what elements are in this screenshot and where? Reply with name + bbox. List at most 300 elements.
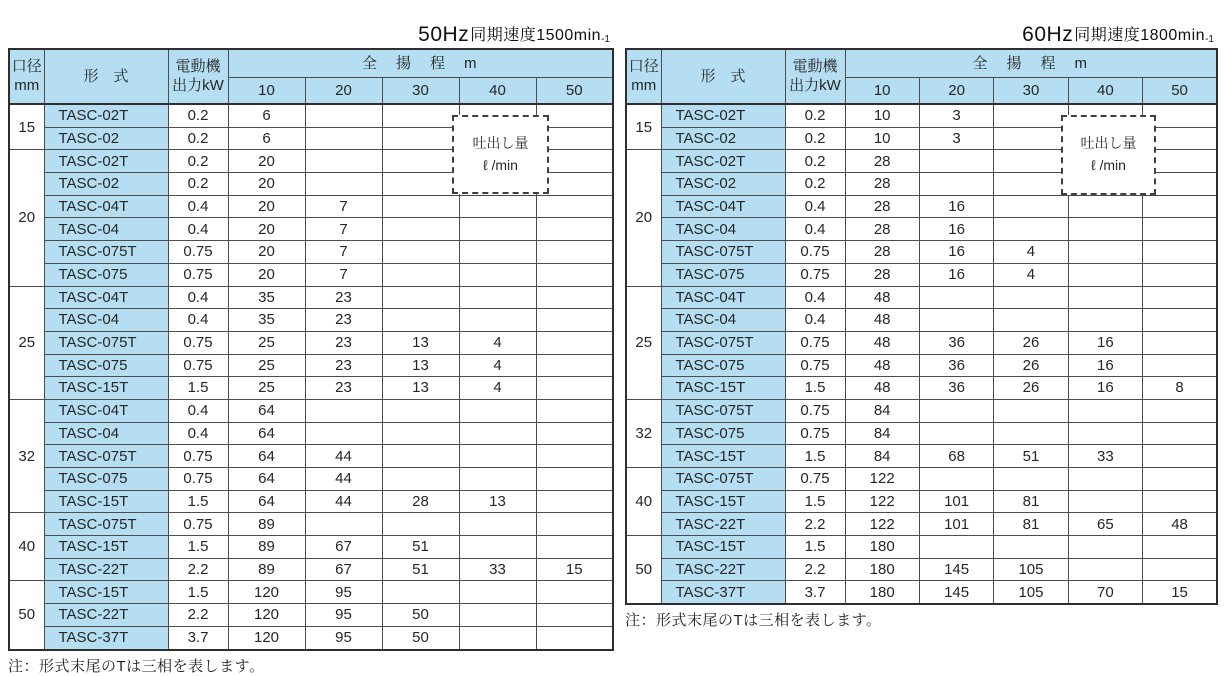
head-value-cell xyxy=(459,604,536,627)
head-value-cell xyxy=(1068,263,1142,286)
head-value-cell: 51 xyxy=(994,445,1068,468)
model-cell: TASC-04T xyxy=(44,195,168,218)
sync-speed-label: 同期速度1500min xyxy=(470,27,602,44)
model-cell: TASC-15T xyxy=(661,490,785,513)
power-cell: 0.75 xyxy=(168,241,228,264)
footnote: 注：形式末尾のTは三相を表します。 xyxy=(625,612,882,630)
head-value-cell xyxy=(382,173,459,196)
head-value-cell xyxy=(382,127,459,150)
table-row xyxy=(626,468,1217,491)
head-value-cell: 20 xyxy=(228,218,305,241)
diameter-cell: 32 xyxy=(9,399,44,512)
head-value-cell: 145 xyxy=(919,558,993,581)
head-value-cell xyxy=(459,445,536,468)
head-value-cell: 16 xyxy=(1068,377,1142,400)
head-tick-40: 40 xyxy=(1068,78,1142,105)
head-tick-20: 20 xyxy=(305,78,382,105)
model-cell: TASC-22T xyxy=(661,513,785,536)
head-value-cell: 23 xyxy=(305,309,382,332)
column-header-power: 電動機 出力kW xyxy=(785,49,845,104)
head-value-cell: 4 xyxy=(994,241,1068,264)
head-value-cell xyxy=(994,104,1068,127)
head-value-cell: 44 xyxy=(305,445,382,468)
head-tick-30: 30 xyxy=(994,78,1068,105)
power-cell: 0.2 xyxy=(785,173,845,196)
table-row xyxy=(9,241,613,264)
head-value-cell: 20 xyxy=(228,150,305,173)
model-cell: TASC-02 xyxy=(44,127,168,150)
head-value-cell xyxy=(536,377,613,400)
table-row xyxy=(9,604,613,627)
head-value-cell xyxy=(382,445,459,468)
head-value-cell xyxy=(382,241,459,264)
power-cell: 0.4 xyxy=(785,286,845,309)
head-value-cell xyxy=(536,536,613,559)
model-cell: TASC-04 xyxy=(661,218,785,241)
table-row xyxy=(626,286,1217,309)
model-cell: TASC-02T xyxy=(44,150,168,173)
diameter-cell: 15 xyxy=(626,104,661,150)
power-cell: 2.2 xyxy=(785,558,845,581)
power-cell: 2.2 xyxy=(168,604,228,627)
head-tick-20: 20 xyxy=(919,78,993,105)
head-value-cell: 50 xyxy=(382,626,459,649)
discharge-rate-annotation xyxy=(1061,115,1156,195)
head-value-cell xyxy=(1143,536,1217,559)
head-value-cell xyxy=(382,513,459,536)
head-value-cell: 44 xyxy=(305,468,382,491)
head-tick-50: 50 xyxy=(536,78,613,105)
table-row xyxy=(9,354,613,377)
column-header-total-head: 全 揚 程 m xyxy=(845,49,1217,78)
power-cell: 3.7 xyxy=(168,626,228,649)
model-cell: TASC-075 xyxy=(661,422,785,445)
head-value-cell xyxy=(1068,286,1142,309)
head-value-cell xyxy=(1068,399,1142,422)
head-value-cell: 4 xyxy=(459,377,536,400)
model-cell: TASC-02 xyxy=(661,127,785,150)
power-cell: 0.2 xyxy=(168,127,228,150)
head-value-cell xyxy=(536,604,613,627)
table-row xyxy=(9,263,613,286)
model-cell: TASC-075 xyxy=(44,263,168,286)
power-cell: 3.7 xyxy=(785,581,845,604)
model-cell: TASC-02T xyxy=(661,104,785,127)
head-value-cell: 16 xyxy=(919,218,993,241)
head-value-cell: 36 xyxy=(919,377,993,400)
head-value-cell: 10 xyxy=(845,127,919,150)
head-tick-10: 10 xyxy=(845,78,919,105)
head-value-cell: 28 xyxy=(382,490,459,513)
power-cell: 0.2 xyxy=(168,104,228,127)
head-value-cell xyxy=(536,218,613,241)
head-value-cell: 101 xyxy=(919,513,993,536)
diameter-cell: 32 xyxy=(626,399,661,467)
model-cell: TASC-22T xyxy=(661,558,785,581)
head-value-cell: 16 xyxy=(919,263,993,286)
model-cell: TASC-22T xyxy=(44,558,168,581)
power-cell: 0.75 xyxy=(168,513,228,536)
power-cell: 0.4 xyxy=(168,422,228,445)
model-cell: TASC-075 xyxy=(661,263,785,286)
head-value-cell: 122 xyxy=(845,513,919,536)
table-row xyxy=(9,422,613,445)
power-cell: 0.2 xyxy=(785,127,845,150)
table-title-50hz xyxy=(8,0,614,48)
power-cell: 1.5 xyxy=(785,377,845,400)
power-cell: 1.5 xyxy=(168,581,228,604)
model-cell: TASC-075T xyxy=(44,513,168,536)
head-value-cell xyxy=(382,422,459,445)
diameter-cell: 40 xyxy=(9,513,44,581)
diameter-cell: 20 xyxy=(626,150,661,286)
head-value-cell: 180 xyxy=(845,581,919,604)
head-value-cell: 6 xyxy=(228,104,305,127)
head-value-cell xyxy=(994,536,1068,559)
sync-speed-label: 同期速度1800min xyxy=(1074,27,1206,44)
table-row xyxy=(626,581,1217,604)
table-row xyxy=(626,558,1217,581)
model-cell: TASC-02T xyxy=(44,104,168,127)
head-value-cell xyxy=(919,399,993,422)
head-value-cell: 13 xyxy=(382,354,459,377)
head-value-cell: 48 xyxy=(845,331,919,354)
head-value-cell: 3 xyxy=(919,127,993,150)
head-value-cell xyxy=(382,399,459,422)
head-value-cell xyxy=(536,513,613,536)
table-row xyxy=(9,445,613,468)
head-value-cell: 48 xyxy=(845,354,919,377)
head-value-cell xyxy=(459,422,536,445)
model-cell: TASC-02 xyxy=(661,173,785,196)
head-value-cell: 95 xyxy=(305,581,382,604)
head-value-cell: 33 xyxy=(459,558,536,581)
head-value-cell xyxy=(919,422,993,445)
pump-table-panel-50hz xyxy=(8,0,614,676)
head-value-cell: 4 xyxy=(459,354,536,377)
head-value-cell: 64 xyxy=(228,468,305,491)
head-value-cell xyxy=(919,309,993,332)
head-value-cell xyxy=(994,127,1068,150)
table-row xyxy=(626,513,1217,536)
head-value-cell: 180 xyxy=(845,558,919,581)
power-cell: 0.75 xyxy=(168,445,228,468)
model-cell: TASC-04 xyxy=(44,422,168,445)
head-value-cell: 13 xyxy=(459,490,536,513)
head-value-cell xyxy=(536,581,613,604)
head-value-cell xyxy=(536,241,613,264)
power-cell: 0.4 xyxy=(785,309,845,332)
head-value-cell: 36 xyxy=(919,331,993,354)
head-value-cell: 28 xyxy=(845,218,919,241)
power-cell: 1.5 xyxy=(168,377,228,400)
power-cell: 2.2 xyxy=(785,513,845,536)
head-value-cell: 16 xyxy=(919,241,993,264)
head-value-cell xyxy=(305,173,382,196)
diameter-cell: 25 xyxy=(9,286,44,399)
head-value-cell xyxy=(536,286,613,309)
annotation-line1: 吐出し量 xyxy=(1080,135,1137,152)
head-value-cell: 95 xyxy=(305,604,382,627)
model-cell: TASC-075T xyxy=(661,241,785,264)
head-value-cell xyxy=(1068,241,1142,264)
frequency-label: 50Hz xyxy=(418,23,470,46)
model-cell: TASC-37T xyxy=(44,626,168,649)
head-value-cell: 28 xyxy=(845,241,919,264)
model-cell: TASC-075T xyxy=(661,331,785,354)
power-cell: 0.75 xyxy=(168,354,228,377)
head-value-cell xyxy=(1143,558,1217,581)
head-value-cell: 20 xyxy=(228,195,305,218)
power-cell: 0.2 xyxy=(168,150,228,173)
power-cell: 1.5 xyxy=(168,536,228,559)
column-header-model: 形 式 xyxy=(44,49,168,104)
model-cell: TASC-075 xyxy=(661,354,785,377)
table-row xyxy=(626,195,1217,218)
head-value-cell: 64 xyxy=(228,399,305,422)
power-cell: 2.2 xyxy=(168,558,228,581)
model-cell: TASC-15T xyxy=(44,536,168,559)
model-cell: TASC-22T xyxy=(44,604,168,627)
power-cell: 0.75 xyxy=(785,263,845,286)
head-value-cell xyxy=(1143,241,1217,264)
head-value-cell xyxy=(994,150,1068,173)
diameter-cell: 15 xyxy=(9,104,44,150)
power-cell: 0.75 xyxy=(168,263,228,286)
head-value-cell: 35 xyxy=(228,286,305,309)
power-cell: 1.5 xyxy=(785,490,845,513)
table-row xyxy=(9,490,613,513)
table-row xyxy=(9,626,613,649)
head-value-cell xyxy=(536,445,613,468)
table-row xyxy=(626,422,1217,445)
head-value-cell: 89 xyxy=(228,558,305,581)
diameter-cell: 50 xyxy=(9,581,44,650)
model-cell: TASC-075 xyxy=(44,354,168,377)
head-value-cell xyxy=(1143,468,1217,491)
head-value-cell: 68 xyxy=(919,445,993,468)
head-value-cell xyxy=(1143,309,1217,332)
head-value-cell xyxy=(1068,490,1142,513)
head-value-cell: 23 xyxy=(305,286,382,309)
table-row xyxy=(9,286,613,309)
head-value-cell xyxy=(919,468,993,491)
table-row xyxy=(626,490,1217,513)
model-cell: TASC-15T xyxy=(661,445,785,468)
head-value-cell xyxy=(994,468,1068,491)
table-row xyxy=(626,354,1217,377)
head-value-cell: 51 xyxy=(382,536,459,559)
head-value-cell: 180 xyxy=(845,536,919,559)
power-cell: 0.4 xyxy=(785,218,845,241)
table-row xyxy=(9,399,613,422)
head-value-cell xyxy=(459,513,536,536)
head-value-cell xyxy=(536,354,613,377)
head-value-cell xyxy=(919,173,993,196)
head-value-cell xyxy=(536,422,613,445)
head-value-cell: 4 xyxy=(459,331,536,354)
head-value-cell: 3 xyxy=(919,104,993,127)
head-value-cell: 105 xyxy=(994,558,1068,581)
model-cell: TASC-04 xyxy=(44,309,168,332)
head-value-cell xyxy=(382,286,459,309)
head-value-cell: 16 xyxy=(919,195,993,218)
head-value-cell xyxy=(536,626,613,649)
table-row xyxy=(9,513,613,536)
table-row xyxy=(9,558,613,581)
head-value-cell: 15 xyxy=(1143,581,1217,604)
head-value-cell xyxy=(1068,195,1142,218)
head-value-cell: 7 xyxy=(305,263,382,286)
head-value-cell xyxy=(919,536,993,559)
model-cell: TASC-04T xyxy=(44,286,168,309)
head-value-cell xyxy=(994,286,1068,309)
head-value-cell xyxy=(1143,218,1217,241)
model-cell: TASC-15T xyxy=(44,377,168,400)
model-cell: TASC-04T xyxy=(661,195,785,218)
head-value-cell: 122 xyxy=(845,490,919,513)
head-value-cell: 101 xyxy=(919,490,993,513)
power-cell: 0.4 xyxy=(168,286,228,309)
power-cell: 0.2 xyxy=(785,150,845,173)
model-cell: TASC-37T xyxy=(661,581,785,604)
frequency-label: 60Hz xyxy=(1022,23,1074,46)
head-value-cell xyxy=(305,422,382,445)
head-value-cell xyxy=(994,173,1068,196)
head-value-cell: 122 xyxy=(845,468,919,491)
head-value-cell xyxy=(994,422,1068,445)
head-value-cell xyxy=(1143,490,1217,513)
head-value-cell: 28 xyxy=(845,150,919,173)
head-value-cell: 16 xyxy=(1068,331,1142,354)
diameter-cell: 40 xyxy=(626,468,661,536)
table-row xyxy=(9,195,613,218)
superscript-exponent: -1 xyxy=(601,34,610,45)
power-cell: 1.5 xyxy=(785,445,845,468)
table-row xyxy=(626,331,1217,354)
annotation-line2: ℓ /min xyxy=(483,156,518,173)
head-value-cell: 120 xyxy=(228,581,305,604)
head-value-cell: 20 xyxy=(228,263,305,286)
head-value-cell xyxy=(459,468,536,491)
head-value-cell xyxy=(536,399,613,422)
head-value-cell xyxy=(1143,354,1217,377)
model-cell: TASC-15T xyxy=(661,536,785,559)
table-row xyxy=(9,581,613,604)
head-value-cell: 26 xyxy=(994,354,1068,377)
head-value-cell: 84 xyxy=(845,422,919,445)
head-value-cell xyxy=(536,468,613,491)
model-cell: TASC-02 xyxy=(44,173,168,196)
head-value-cell: 50 xyxy=(382,604,459,627)
head-value-cell xyxy=(382,309,459,332)
head-value-cell: 26 xyxy=(994,377,1068,400)
head-value-cell: 6 xyxy=(228,127,305,150)
column-header-total-head: 全 揚 程 m xyxy=(228,49,613,78)
head-value-cell: 7 xyxy=(305,241,382,264)
table-row xyxy=(9,331,613,354)
table-row xyxy=(9,218,613,241)
head-value-cell: 89 xyxy=(228,536,305,559)
head-value-cell: 36 xyxy=(919,354,993,377)
model-cell: TASC-075T xyxy=(661,468,785,491)
diameter-cell: 50 xyxy=(626,536,661,605)
power-cell: 0.75 xyxy=(785,354,845,377)
head-value-cell: 33 xyxy=(1068,445,1142,468)
head-value-cell xyxy=(459,195,536,218)
head-value-cell xyxy=(536,263,613,286)
table-row xyxy=(626,536,1217,559)
head-value-cell: 48 xyxy=(845,377,919,400)
power-cell: 0.75 xyxy=(785,331,845,354)
head-value-cell: 44 xyxy=(305,490,382,513)
diameter-cell: 25 xyxy=(626,286,661,399)
head-value-cell xyxy=(382,263,459,286)
head-value-cell: 81 xyxy=(994,513,1068,536)
table-row xyxy=(626,263,1217,286)
head-value-cell: 28 xyxy=(845,195,919,218)
head-value-cell: 81 xyxy=(994,490,1068,513)
model-cell: TASC-075T xyxy=(44,331,168,354)
head-value-cell: 15 xyxy=(536,558,613,581)
head-value-cell: 23 xyxy=(305,331,382,354)
head-value-cell xyxy=(1068,558,1142,581)
column-header-diameter: 口径 mm xyxy=(9,49,44,104)
head-value-cell: 16 xyxy=(1068,354,1142,377)
power-cell: 0.2 xyxy=(168,173,228,196)
model-cell: TASC-04T xyxy=(44,399,168,422)
head-value-cell: 145 xyxy=(919,581,993,604)
head-value-cell: 51 xyxy=(382,558,459,581)
superscript-exponent: -1 xyxy=(1205,34,1214,45)
head-value-cell: 25 xyxy=(228,377,305,400)
model-cell: TASC-15T xyxy=(44,581,168,604)
head-value-cell: 120 xyxy=(228,626,305,649)
head-value-cell xyxy=(1068,468,1142,491)
annotation-line1: 吐出し量 xyxy=(472,134,529,151)
head-value-cell xyxy=(1143,399,1217,422)
head-value-cell xyxy=(1143,422,1217,445)
head-value-cell xyxy=(536,490,613,513)
power-cell: 0.75 xyxy=(168,331,228,354)
head-value-cell xyxy=(459,626,536,649)
head-tick-10: 10 xyxy=(228,78,305,105)
head-value-cell xyxy=(536,309,613,332)
head-value-cell: 67 xyxy=(305,558,382,581)
head-value-cell xyxy=(305,399,382,422)
head-value-cell xyxy=(1143,445,1217,468)
head-value-cell: 23 xyxy=(305,377,382,400)
model-cell: TASC-04T xyxy=(661,286,785,309)
head-value-cell xyxy=(994,309,1068,332)
power-cell: 1.5 xyxy=(785,536,845,559)
model-cell: TASC-04 xyxy=(661,309,785,332)
head-value-cell: 8 xyxy=(1143,377,1217,400)
table-row xyxy=(9,536,613,559)
head-value-cell: 89 xyxy=(228,513,305,536)
head-value-cell: 120 xyxy=(228,604,305,627)
head-value-cell: 28 xyxy=(845,173,919,196)
model-cell: TASC-04 xyxy=(44,218,168,241)
head-value-cell: 10 xyxy=(845,104,919,127)
head-value-cell xyxy=(459,309,536,332)
head-value-cell xyxy=(1143,263,1217,286)
head-value-cell xyxy=(1143,195,1217,218)
head-value-cell: 7 xyxy=(305,195,382,218)
head-value-cell xyxy=(305,513,382,536)
head-value-cell: 20 xyxy=(228,241,305,264)
head-value-cell: 26 xyxy=(994,331,1068,354)
